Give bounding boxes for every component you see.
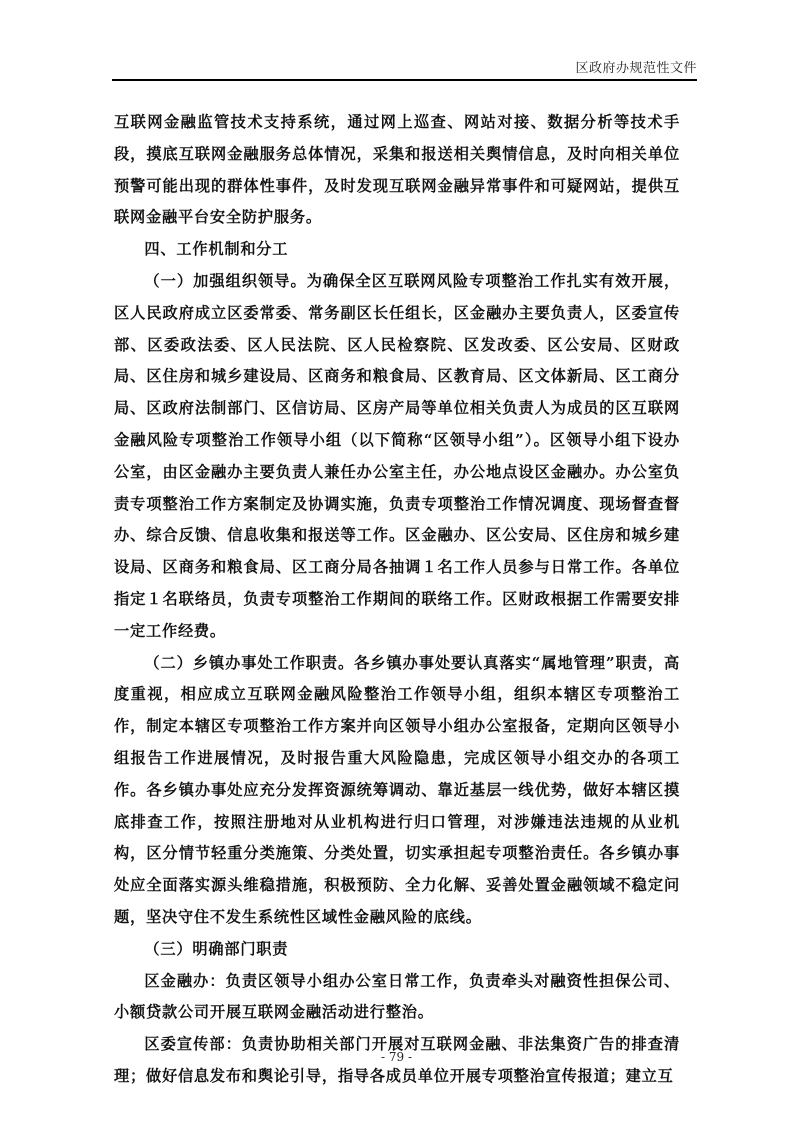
document-body	[114, 107, 680, 1093]
page-number: - 79 -	[380, 1050, 412, 1064]
subheading-department-duties: （三）明确部门职责	[144, 939, 289, 958]
paragraph-1: 互联网金融监管技术支持系统，通过网上巡查、网站对接、数据分析等技术手段，摸底互联网金融服务总体情况，采集和报送相关舆情信息，及时向相关单位预警可能出现的群体性事件，及时发现互联网金融异常事件和可疑网站，提供互联网金融平台安全防护服务。	[114, 113, 680, 227]
header-divider	[112, 79, 697, 81]
paragraph-finance-office: 区金融办：负责区领导小组办公室日常工作，负责牵头对融资性担保公司、小额贷款公司开展互联网金融活动进行整治。	[114, 971, 680, 1022]
paragraph-organization: （一）加强组织领导。为确保全区互联网风险专项整治工作扎实有效开展，区人民政府成立区委常委、常务副区长任组长，区金融办主要负责人，区委宣传部、区委政法委、区人民法院、区人民检察院、区发改委、区公安局、区财政局、区住房和城乡建设局、区商务和粮食局、区教育局、区文体新局、区工商分局、区政府法制部门、区信访局、区房产局等单位相关负责人为成员的区互联网金融风险专项整治工作领导小组（以下简称“区领导小组”）。区领导小组下设办公室，由区金融办主要负责人兼任办公室主任，办公地点设区金融办。办公室负责专项整治工作方案制定及协调实施，负责专项整治工作情况调度、现场督查督办、综合反馈、信息收集和报送等工作。区金融办、区公安局、区住房和城乡建设局、区商务和粮食局、区工商分局各抽调１名工作人员参与日常工作。各单位指定１名联络员，负责专项整治工作期间的联络工作。区财政根据工作需要安排一定工作经费。	[114, 271, 680, 640]
paragraph-propaganda-dept: 区委宣传部：负责协助相关部门开展对互联网金融、非法集资广告的排查清理；做好信息发布和舆论引导，指导各成员单位开展专项整治宣传报道；建立互	[114, 1035, 680, 1085]
section-heading-4: 四、工作机制和分工	[144, 240, 289, 259]
paragraph-township-duties: （二）乡镇办事处工作职责。各乡镇办事处要认真落实“属地管理”职责，高度重视，相应成立互联网金融风险整治工作领导小组，组织本辖区专项整治工作，制定本辖区专项整治工作方案并向区领导小组办公室报备，定期向区领导小组报告工作进展情况，及时报告重大风险隐患，完成区领导小组交办的各项工作。各乡镇办事处应充分发挥资源统筹调动、靠近基层一线优势，做好本辖区摸底排查工作，按照注册地对从业机构进行归口管理，对涉嫌违法违规的从业机构，区分情节轻重分类施策、分类处置，切实承担起专项整治责任。各乡镇办事处应全面落实源头维稳措施，积极预防、全力化解、妥善处置金融领域不稳定问题，坚决守住不发生系统性区域性金融风险的底线。	[114, 653, 680, 926]
header-title: 区政府办规范性文件	[575, 61, 697, 76]
